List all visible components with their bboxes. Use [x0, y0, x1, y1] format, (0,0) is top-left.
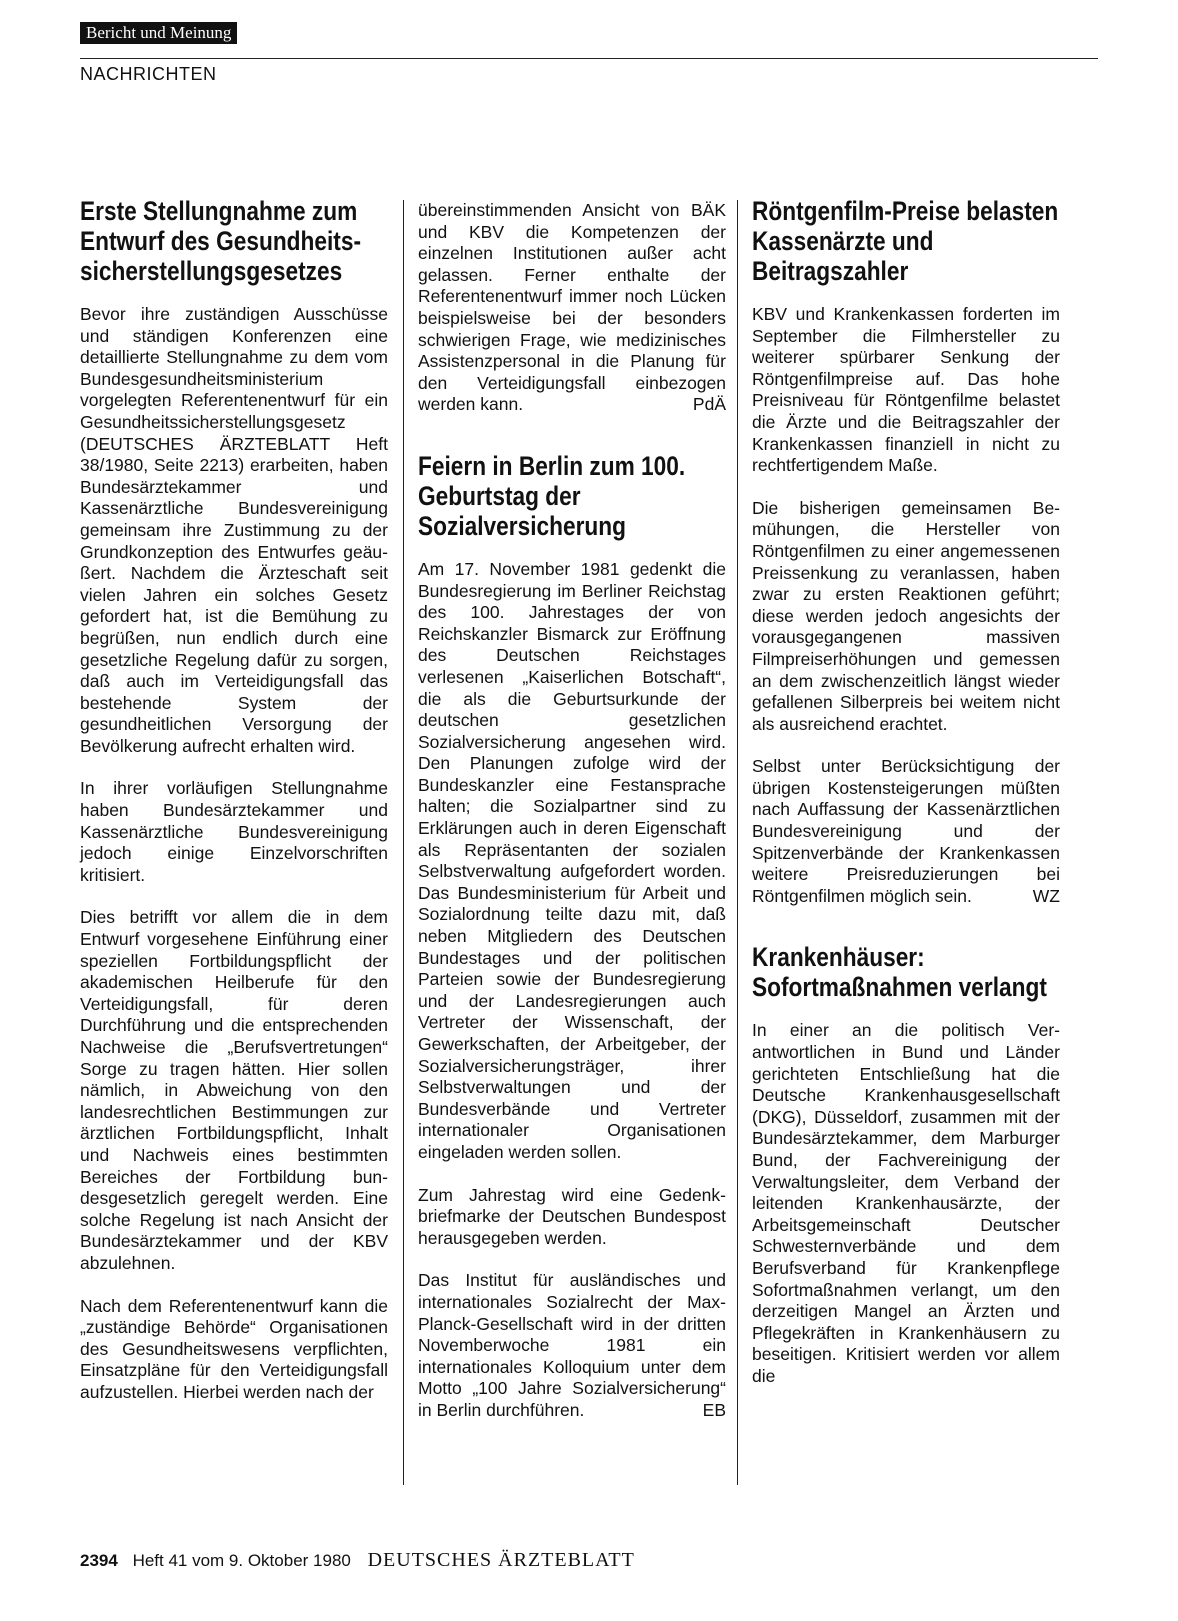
article-paragraph: Dies betrifft vor allem die in dem Entwurf vorgesehene Einführung einer speziellen Fortbildungspflicht der akademischen Heilberufe für den Verteidigungsfall, für deren Durchführung und die entsprechenden Nachweise die „Berufsvertretungen“ Sorge zu tragen hätten. Hier sollen nämlich, in Abweichung von den landesrechtlichen Bestimmungen zur ärztlichen Fortbildungspflicht, Inhalt und Nachweis eines bestimmten Bereiches der Fortbildung bundesgesetzlich geregelt werden. Eine solche Regelung ist nach Ansicht der Bundesärztekammer und der KBV abzulehnen. [80, 907, 388, 1273]
author-signature: EB [702, 1399, 726, 1420]
paragraph-text: übereinstimmenden Ansicht von BÄK und KBV die Kompetenzen der einzelnen Institutionen außer acht gelassen. Ferner enthalte der Referentenentwurf immer noch Lücken beispielsweise bei der besonders schwierigen Frage, wie medizinisches Assistenzpersonal in die Planung für den Verteidigungsfall einbezogen werden kann. [418, 200, 726, 415]
article-title: Feiern in Berlin zum 100. Geburtstag der Sozialversicherung [418, 450, 686, 541]
page-number: 2394 [80, 1551, 118, 1570]
journal-name: DEUTSCHES ÄRZTEBLATT [367, 1549, 635, 1571]
column-2 [418, 200, 726, 1443]
article-paragraph [418, 200, 726, 416]
article-paragraph: Zum Jahrestag wird eine Gedenkbriefmarke der Deutschen Bundespost herausgegeben werden. [418, 1184, 726, 1248]
article-paragraph: In ihrer vorläufigen Stellungnahme haben Bundesärztekammer und Kassenärztliche Bundesvereinigung jedoch einige Einzelvorschriften kritisiert. [80, 778, 388, 885]
article-paragraph: KBV und Krankenkassen forderten im September die Filmhersteller zu weiterer spürbarer Senkung der Röntgenfilmpreise auf. Das hohe Preisniveau für Röntgenfilme belastet die Ärzte und die Beitragszahler der Krankenkassen finanziell in nicht zu rechtfertigendem Maße. [752, 304, 1060, 476]
issue-info: Heft 41 vom 9. Oktober 1980 [132, 1551, 351, 1570]
column-divider [403, 200, 404, 1485]
column-divider [737, 200, 738, 1485]
paragraph-text: Selbst unter Berücksichtigung der übrigen Kostensteigerungen müßten nach Auffassung der Kassenärztlichen Bundesvereinigung und der Spitzenverbände der Krankenkassen weitere Preisreduzierungen bei Röntgenfilmen möglich sein. [752, 756, 1060, 906]
column-3 [752, 196, 1060, 1409]
article-paragraph: Am 17. November 1981 gedenkt die Bundesregierung im Berliner Reichstag des 100. Jahrestages der von Reichskanzler Bismarck zur Eröffnung des Deutschen Reichstages verlesenen „Kaiserlichen Botschaft“, die als die Geburtsurkunde der deutschen gesetzlichen Sozialversicherung angesehen wird. Den Planungen zufolge wird der Bundeskanzler eine Festansprache halten; die Sozialpartner sind zu Erklärungen auch in deren Eigenschaft als Repräsentanten der sozialen Selbstverwaltung aufgefordert worden. Das Bundesministerium für Arbeit und Sozialordnung teilte dazu mit, daß neben Mitgliedern des Deutschen Bundestages und der politischen Parteien sowie der Bundesregierung und der Landesregierungen auch Vertreter der Wissenschaft, der Gewerkschaften, der Arbeitgeber, der Sozialversicherungsträger, ihrer Selbstverwaltungen und der Bundesverbände und Vertreter internationaler Organisationen eingeladen werden sollen. [418, 558, 726, 1162]
article-title: Röntgenfilm-Preise belasten Kassenärzte und Beitragszahler [752, 196, 1059, 286]
category-heading: NACHRICHTEN [80, 64, 217, 84]
column-1 [80, 196, 388, 1425]
article-paragraph: Die bisherigen gemeinsamen Bemühungen, die Hersteller von Röntgenfilmen zu einer angemessenen Preissenkung zu veranlassen, haben zwar zu ersten Reaktionen geführt; diese werden jedoch angesichts der vorausgegangenen massiven Filmpreiserhöhungen und gemessen an dem zwischenzeitlich längst wieder gefallenen Silberpreis bei weitem nicht als ausreichend erachtet. [752, 497, 1060, 734]
author-signature: PdÄ [692, 394, 726, 415]
article-paragraph: Bevor ihre zuständigen Ausschüsse und ständigen Konferenzen eine detaillierte Stellungnahme zu dem vom Bundesgesundheitsministerium vorgelegten Referentenentwurf für ein Gesundheitssicherstellungsgesetz (DEUTSCHES ÄRZTEBLATT Heft 38/1980, Seite 2213) erarbeiten, haben Bundesärztekammer und Kassenärztliche Bundesvereinigung gemeinsam ihre Zustimmung zu der Grundkonzeption des Entwurfes geäußert. Nachdem die Ärzteschaft seit vielen Jahren ein solches Gesetz gefordert hat, ist die Bemühung zu begrüßen, nun endlich durch eine gesetzliche Regelung dafür zu sorgen, daß auch im Verteidigungsfall das bestehende System der gesundheitlichen Versorgung der Bevölkerung aufrecht erhalten wird. [80, 304, 388, 756]
article-title: Erste Stellungnahme zum Entwurf des Gesundheitssicherstellungsgesetzes [80, 196, 362, 286]
page-footer [80, 1549, 635, 1572]
section-label: Bericht und Meinung [80, 22, 237, 44]
article-paragraph [418, 1270, 726, 1421]
article-paragraph [752, 756, 1060, 907]
header-rule [80, 58, 1098, 59]
article-title: Krankenhäuser: Sofortmaßnahmen verlangt [752, 942, 1047, 1003]
article-paragraph: In einer an die politisch Verantwortlichen in Bund und Länder gerichteten Entschließung hat die Deutsche Krankenhausgesellschaft (DKG), Düsseldorf, zusammen mit der Bundesärztekammer, dem Marburger Bund, der Fachvereinigung der Verwaltungsleiter, dem Verband der leitenden Krankenhausärzte, der Arbeitsgemeinschaft Deutscher Schwesternverbände und dem Berufsverband für Krankenpflege Sofortmaßnahmen verlangt, um den derzeitigen Mangel an Ärzten und Pflegekräften in Krankenhäusern zu beseitigen. Kritisiert werden vor allem die [752, 1020, 1060, 1386]
paragraph-text: Das Institut für ausländisches und internationales Sozialrecht der Max-Planck-Gesellschaft wird in der dritten Novemberwoche 1981 ein internationales Kolloquium unter dem Motto „100 Jahre Sozialversicherung“ in Berlin durchführen. [418, 1270, 726, 1420]
author-signature: WZ [1032, 885, 1060, 906]
article-paragraph: Nach dem Referentenentwurf kann die „zuständige Behörde“ Organisationen des Gesundheitswesens verpflichten, Einsatzpläne für den Verteidigungsfall aufzustellen. Hierbei werden nach der [80, 1295, 388, 1402]
